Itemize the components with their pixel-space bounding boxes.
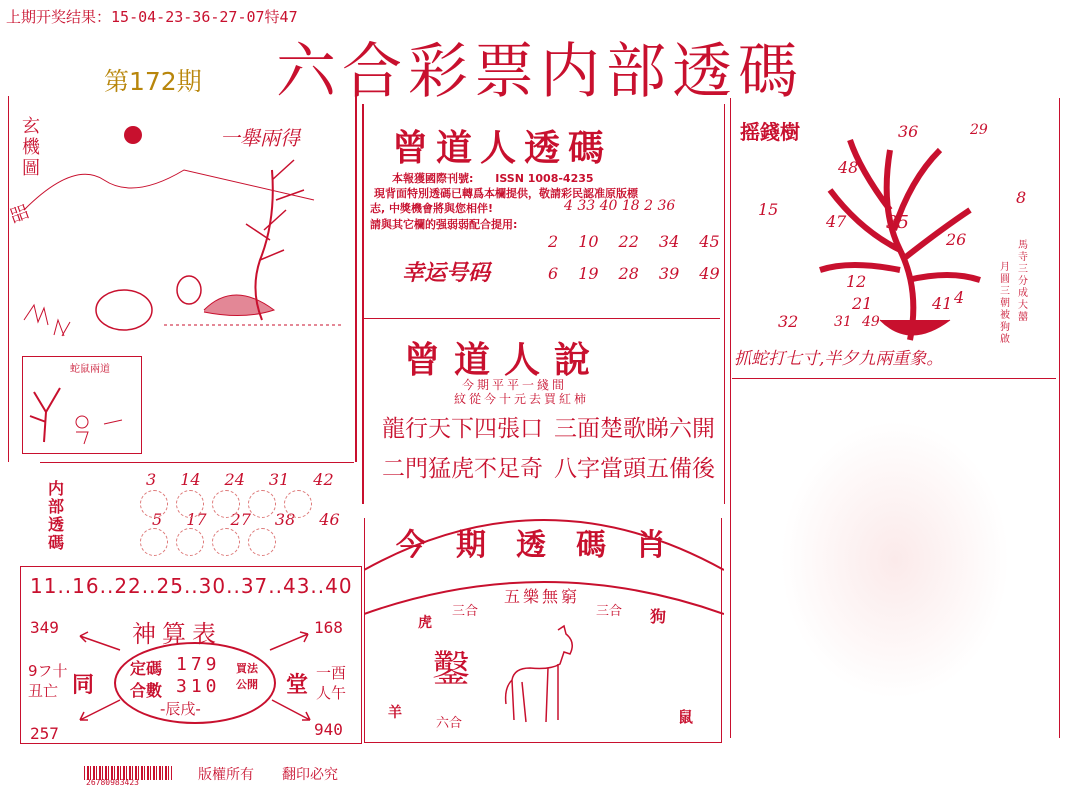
xuanji-sketch [14,140,354,350]
right-text-1: 一酉 [316,664,347,682]
dog-label: 狗 [650,607,667,626]
corner-bottom-left: 257 [30,724,59,743]
left-text-1: 9フ十 [28,662,68,680]
grid-separator-top [40,462,354,463]
page-title: 六合彩票内部透碼 [276,37,804,107]
side-vertical-1: 馬寺三分成大囍 [1018,240,1028,323]
grid-num: 14 [180,470,201,489]
lucky-num: 10 [578,232,599,251]
corner-top-left: 349 [30,618,59,637]
grid-num: 3 [146,470,157,489]
lucky-num: 6 [548,264,559,283]
lucky-num: 2 [548,232,559,251]
grid-circle [284,490,312,518]
zodiac-label: -辰戌- [160,700,201,718]
poem-line-3: 二門猛虎不足奇 [382,456,543,482]
sanhe-2: 三合 [596,604,623,619]
last-draw-label [6,6,298,27]
wule-label: 五樂無窮 [504,587,581,606]
tree-number: 32 [778,312,799,331]
grid-circle [248,528,276,556]
grid-circle [176,528,204,556]
grid-row-1 [146,470,334,489]
middle-title-2: 曾道人說 [404,339,605,381]
blank-panel [780,420,1010,700]
lucky-num: 45 [699,232,720,251]
dingma-label: 定碼 [130,659,163,678]
grid-num: 46 [319,510,340,529]
liuhe-label: 六合 [436,716,463,731]
grid-num: 27 [230,510,251,529]
sheep-label: 羊 [388,705,402,721]
dingma-value: 179 [176,654,221,675]
tree-number: 12 [846,272,867,291]
grid-num: 17 [186,510,207,529]
side-vertical-2: 月圓三朝被狗啟 [1000,262,1010,345]
lucky-top: 4 33 40 18 2 36 [564,198,676,214]
grid-num: 5 [152,510,163,529]
tree-number: 41 [932,294,953,313]
tree-number: 35 [886,212,909,233]
lucky-num: 28 [618,264,639,283]
grid-circle [140,528,168,556]
tree-number: 8 [1016,188,1027,207]
middle-separator [364,318,720,319]
grid-num: 42 [313,470,334,489]
tree-number: 4 [954,288,965,307]
heshu-label: 合數 [130,681,163,700]
subtitle-1: 今期平平一綫間 [462,378,568,392]
middle-title-1: 曾道人透碼 [392,127,613,169]
last-draw-label-text: 上期开奖结果： [6,8,112,26]
lucky-num: 22 [618,232,639,251]
corner-top-right: 168 [314,618,343,637]
tree-number: 26 [946,230,967,249]
inner-vertical-label: 内部透碼 [48,479,65,552]
lucky-num: 34 [658,232,680,251]
tree-number: 15 [758,200,779,219]
lucky-row-2 [548,264,720,283]
grid-circle [212,490,240,518]
tree-number: 31 [834,314,852,330]
left-text-2: 丑亡 [28,682,59,700]
issue-number: 第172期 [104,67,202,96]
copyright-2: 翻印必究 [282,767,338,783]
notice-3: 志, 中獎機會將與您相伴! [370,202,494,215]
grid-circle [248,490,276,518]
xuanji-label: 玄機圖 [22,116,40,179]
right-mark: 堂 [286,673,309,698]
side-label-1: 買法 [236,662,258,675]
copyright-1: 版權所有 [198,767,254,783]
grid-circle [140,490,168,518]
grid-num: 38 [274,510,296,529]
right-text-2: 人午 [316,684,347,702]
grid-num: 24 [224,470,245,489]
tree-number: 36 [898,122,919,141]
rat-label: 鼠 [678,708,694,726]
small-picture-sketch [24,372,136,450]
right-separator [732,378,1056,379]
tree-number: 49 [862,314,880,330]
shensuan-arrows [60,620,330,730]
notice-4: 請與其它欄的强弱弱配合提用: [370,218,518,231]
shensuan-top-numbers: 11..16..22..25..30..37..43..40 [30,574,353,598]
tree-number: 48 [838,158,859,177]
arch-title: 今期透碼肖 [396,528,696,563]
small-picture-title: 蛇鼠兩道 [70,364,110,375]
left-mark: 同 [72,673,95,698]
grid-circle [212,528,240,556]
poem-line-1: 龍行天下四張口 [382,416,543,442]
lucky-num: 19 [578,264,599,283]
last-draw-numbers: 15-04-23-36-27-07特47 [111,8,298,26]
poem-line-2: 三面楚歌睇六開 [554,416,715,442]
tiger-label: 虎 [418,615,432,631]
horse-icon [500,624,592,728]
lucky-label: 幸运号码 [402,261,491,286]
poem-line-4: 八字當頭五備後 [554,456,715,482]
corner-bottom-right: 940 [314,720,343,739]
big-char: 鑿 [432,647,471,691]
grid-circle [176,490,204,518]
side-label-2: 公開 [236,678,258,691]
subtitle-2: 紋從今十元去買紅柿 [454,392,590,406]
sanhe-1: 三合 [452,604,479,619]
tree-number: 47 [826,212,847,231]
tree-number: 29 [970,122,988,138]
grid-num: 31 [268,470,290,489]
lucky-num: 49 [699,264,720,283]
notice-1-text: 本報獲國際刊號: [392,172,474,185]
right-title: 摇錢樹 [740,120,800,144]
notice-1 [392,170,594,186]
tree-bottom-text: 抓蛇打七寸,半夕九兩重象。 [734,349,944,369]
notice-2: 現背面特別透碼已轉爲本欄提供，敬請彩民認准原版標 [374,187,638,200]
shensuan-title: 神算表 [132,620,222,648]
issn: ISSN 1008-4235 [495,172,594,185]
lucky-num: 39 [658,264,680,283]
heshu-value: 310 [176,676,221,697]
lucky-row-1 [548,232,720,251]
xuanji-vertical-mark: 㗊 [7,201,32,228]
tree-number: 21 [852,294,873,313]
poem-title: 一舉兩得 [220,126,300,150]
barcode-text: 26780983423 [86,778,139,787]
